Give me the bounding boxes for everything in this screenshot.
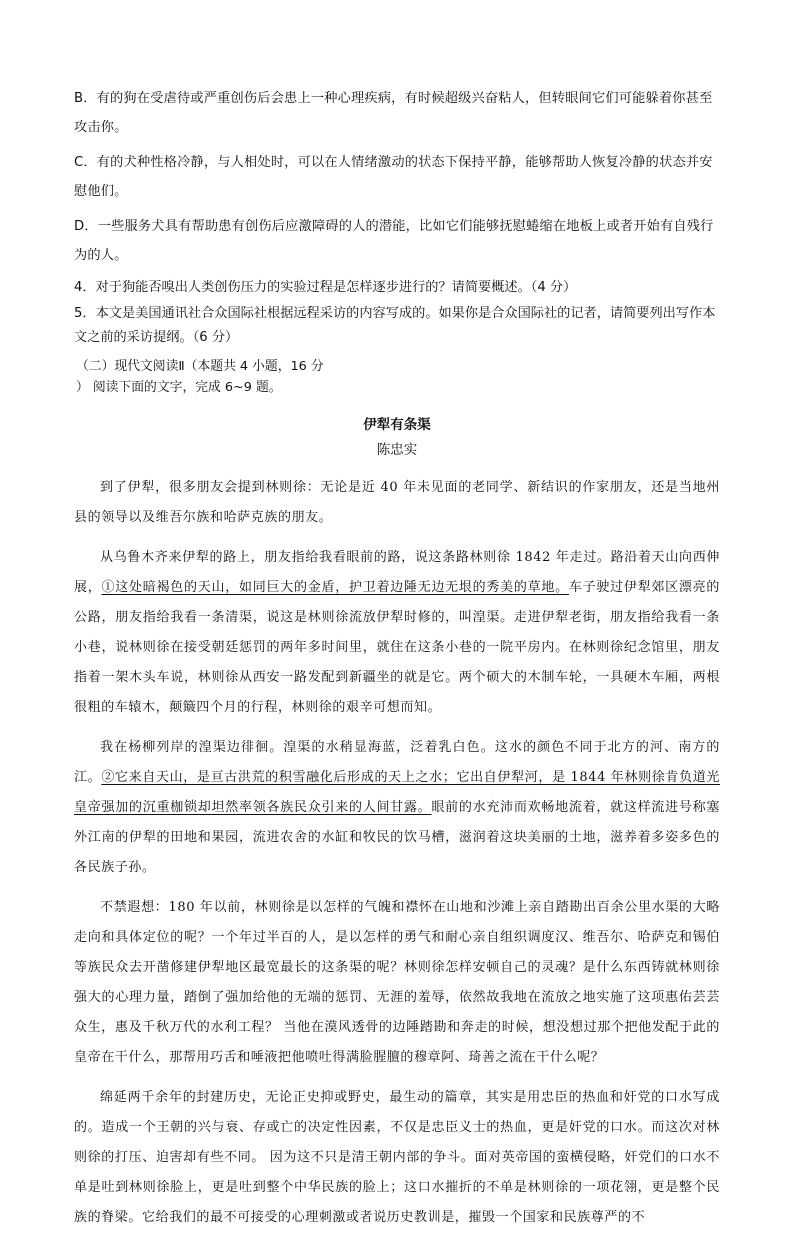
option-d: D．一些服务犬具有帮助患有创伤后应激障碍的人的潜能，比如它们能够抚慰蜷缩在地板上或者开始有自残行为的人。 — [74, 219, 714, 263]
question-4: 4．对于狗能否嗅出人类创伤压力的实验过程是怎样逐步进行的？请简要概述。（4 分） — [74, 280, 577, 295]
article-author: 陈忠实 — [376, 442, 418, 458]
paragraph-2-text-a: 从乌鲁木齐来伊犁的路上，朋友指给我看眼前的路，说这条路林则徐 1842 年走过。路沿着天山向西伸展， — [74, 550, 720, 595]
paragraph-3-text-b: 眼前的水充沛而欢畅地流着，就这样流进号称塞外江南的伊犁的田地和果园，流进农舍的水缸和牧民的饮马槽，滋润着这块美丽的土地，滋养着多姿多色的各民族子孙。 — [74, 800, 720, 875]
section-heading-line-1: （二）现代文阅读Ⅱ（本题共 4 小题，16 分 — [76, 359, 324, 374]
section-heading-line-2: ） 阅读下面的文字，完成 6~9 题。 — [76, 380, 282, 395]
paragraph-2-text-b: 车子驶过伊犁郊区漂亮的公路，朋友指给我看一条清渠，说这是林则徐流放伊犁时修的，叫湟渠。走进伊犁老街，朋友指给我看一条小巷，说林则徐在接受朝廷惩罚的两年多时间里，就住在这条小巷的一院平房内。在林则徐纪念馆里，朋友指着一架木头车说，林则徐从西安一路发配到新疆坐的就是它。两个硕大的木制车轮，一具硬木车厢，两根很粗的车辕木，颠簸四个月的行程，林则徐的艰辛可想而知。 — [74, 580, 720, 715]
article-paragraph-1: 到了伊犁，很多朋友会提到林则徐：无论是近 40 年未见面的老同学、新结识的作家朋友，还是当地州县的领导以及维吾尔族和哈萨克族的朋友。 — [74, 480, 720, 525]
question-5: 5．本文是美国通讯社合众国际社根据远程采访的内容写成的。如果你是合众国际社的记者，请简要列出写作本文之前的采访提纲。（6 分） — [74, 306, 716, 345]
underlined-sentence-1: ①这处暗褐色的天山，如同巨大的金盾，护卫着边陲无边无垠的秀美的草地。 — [101, 580, 569, 595]
article-title: 伊犁有条渠 — [363, 417, 431, 433]
paragraph-3-text-a: 我在杨柳列岸的湟渠边徘徊。湟渠的水稍显海蓝，泛着乳白色。这水的颜色不同于北方的河、南方的江。 — [74, 740, 720, 785]
article-paragraph-4: 不禁遐想：180 年以前，林则徐是以怎样的气魄和襟怀在山地和沙滩上亲自踏勘出百余公里水渠的大略走向和具体定位的呢？一个年过半百的人，是以怎样的勇气和耐心亲自组织调度汉、维吾尔、哈萨克和锡伯等族民众去开凿修建伊犁地区最宽最长的这条渠的呢？林则徐怎样安顿自己的灵魂？是什么东西铸就林则徐强大的心理力量，踏倒了强加给他的无端的惩罚、无涯的羞辱，依然故我地在流放之地实施了这项惠佑芸芸众生，惠及千秋万代的水利工程？ 当他在漠风透骨的边陲踏勘和奔走的时候，想没想过那个把他发配于此的皇帝在干什么，那帮用巧舌和唾液把他喷吐得满脸腥膻的穆章阿、琦善之流在干什么呢？ — [74, 900, 720, 1065]
article-paragraph-5: 绵延两千余年的封建历史，无论正史抑或野史，最生动的篇章，其实是用忠臣的热血和奸党的口水写成的。造成一个王朝的兴与衰、存或亡的决定性因素，不仅是忠臣义士的热血，更是奸党的口水。而这次对林则徐的打压、迫害却有些不同。 因为这不只是清王朝内部的争斗。面对英帝国的蛮横侵略，奸党们的口水不单是吐到林则徐脸上，更是吐到整个中华民族的脸上；这口水摧折的不单是林则徐的一项花翎，更是整个民族的脊梁。它给我们的最不可接受的心理刺激或者说历史教训是，摧毁一个国家和民族尊严的不 — [74, 1090, 720, 1225]
underlined-sentence-2: ②它来自天山，是亘古洪荒的积雪融化后形成的天上之水；它出自伊犁河，是 1844 年林则徐肯负道光皇帝强加的沉重枷锁却坦然率领各族民众引来的人间甘露。 — [74, 770, 721, 815]
article-paragraph-2 — [74, 543, 720, 723]
article-paragraph-3 — [74, 733, 720, 883]
option-b: B．有的狗在受虐待或严重创伤后会患上一种心理疾病，有时候超级兴奋粘人，但转眼间它们可能躲着你甚至攻击你。 — [74, 91, 713, 135]
option-c: C．有的犬种性格冷静，与人相处时，可以在人情绪激动的状态下保持平静，能够帮助人恢复冷静的状态并安慰他们。 — [74, 155, 713, 199]
